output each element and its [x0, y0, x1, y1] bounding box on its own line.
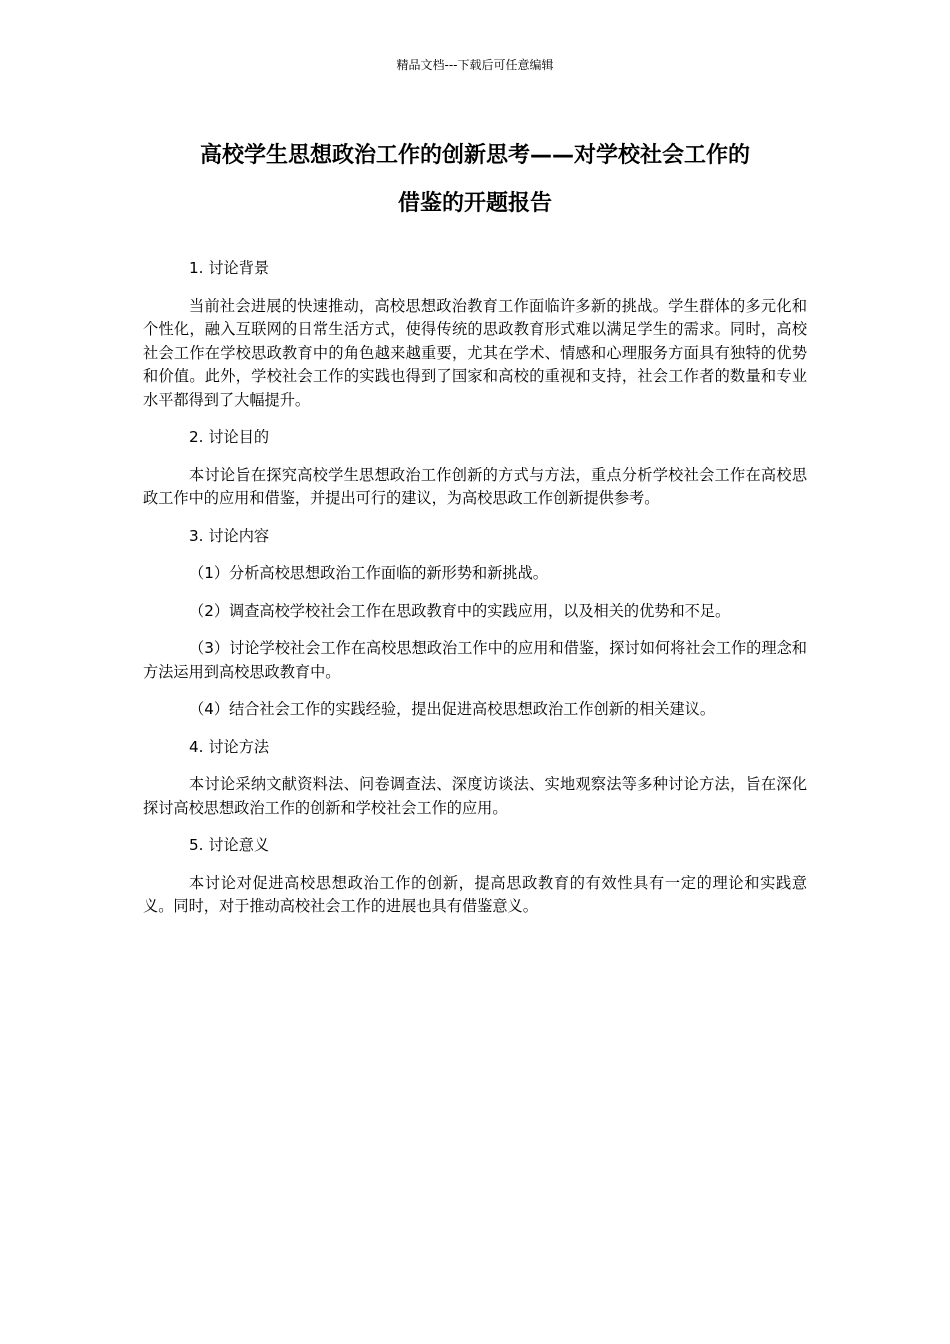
document-body [143, 257, 807, 933]
section-body-background: 当前社会进展的快速推动，高校思想政治教育工作面临许多新的挑战。学生群体的多元化和个性化，融入互联网的日常生活方式，使得传统的思政教育形式难以满足学生的需求。同时，高校社会工作在学校思政教育中的角色越来越重要，尤其在学术、情感和心理服务方面具有独特的优势和价值。此外，学校社会工作的实践也得到了国家和高校的重视和支持，社会工作者的数量和专业水平都得到了大幅提升。 [143, 296, 807, 409]
section-heading-significance: 5. 讨论意义 [189, 836, 270, 854]
document-title-line-2: 借鉴的开题报告 [397, 191, 552, 216]
content-item-1: （1）分析高校思想政治工作面临的新形势和新挑战。 [189, 564, 548, 582]
section-heading-method: 4. 讨论方法 [189, 737, 270, 756]
section-heading-background: 1. 讨论背景 [189, 259, 270, 277]
content-item-2: （2）调查高校学校社会工作在思政教育中的实践应用，以及相关的优势和不足。 [189, 601, 731, 620]
section-heading-content: 3. 讨论内容 [189, 526, 270, 545]
section-body-significance: 本讨论对促进高校思想政治工作的创新，提高思政教育的有效性具有一定的理论和实践意义。同时，对于推动高校社会工作的进展也具有借鉴意义。 [143, 873, 807, 915]
page-header: 精品文档---下载后可任意编辑 [396, 58, 554, 72]
content-item-4: （4）结合社会工作的实践经验，提出促进高校思想政治工作创新的相关建议。 [189, 700, 716, 718]
content-item-3: （3）讨论学校社会工作在高校思想政治工作中的应用和借鉴，探讨如何将社会工作的理念和方法运用到高校思政教育中。 [143, 639, 807, 681]
section-body-method: 本讨论采纳文献资料法、问卷调查法、深度访谈法、实地观察法等多种讨论方法，旨在深化探讨高校思想政治工作的创新和学校社会工作的应用。 [143, 775, 807, 817]
section-body-purpose: 本讨论旨在探究高校学生思想政治工作创新的方式与方法，重点分析学校社会工作在高校思政工作中的应用和借鉴，并提出可行的建议，为高校思政工作创新提供参考。 [143, 465, 807, 507]
document-title [143, 132, 807, 228]
document-title-line-1: 高校学生思想政治工作的创新思考——对学校社会工作的 [199, 143, 750, 168]
section-heading-purpose: 2. 讨论目的 [189, 428, 270, 446]
